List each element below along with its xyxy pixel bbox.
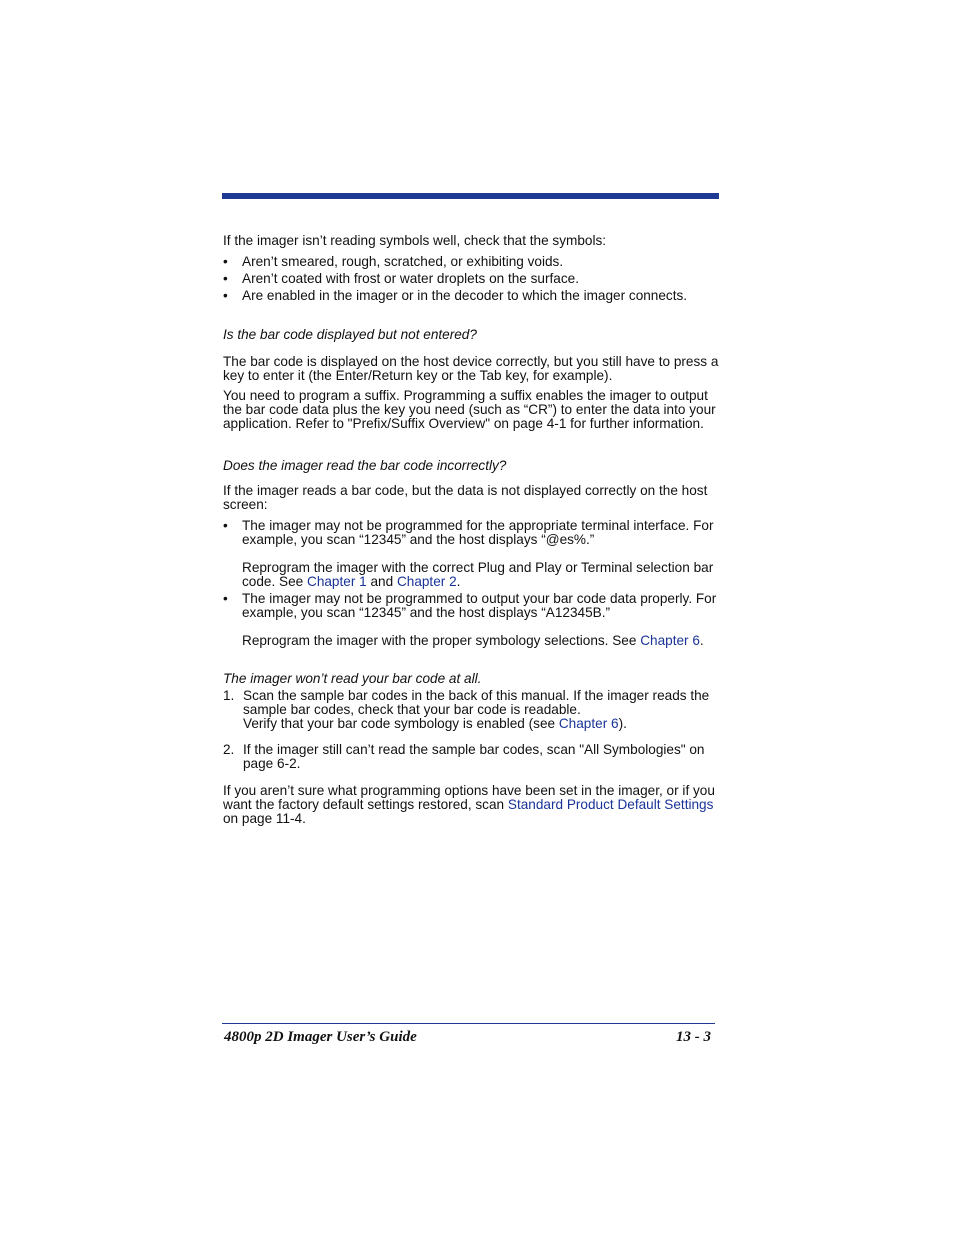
list-item: • The imager may not be programmed for the appropriate terminal interface. For example, you scan “12345” and the host displays “@es%.” Reprogram the imager with the correct Plug and Play or Terminal selection bar code. See Chapter 1 and Chapter 2. [223,519,719,589]
step-number: 2. [223,742,235,757]
default-settings-link[interactable]: Standard Product Default Settings [507,797,714,812]
troubleshoot-steps [223,689,719,771]
step-text: Verify that your bar code symbology is enabled (see [243,716,559,731]
list-item: • Are enabled in the imager or in the decoder to which the imager connects. [223,289,719,303]
footer-page-number: 13 - 3 [676,1029,711,1045]
paragraph: You need to program a suffix. Programming a suffix enables the imager to output the bar code data plus the key you need (such as “CR”) to enter the data into your application. Refer to "Prefix/Suffix Overview" on page 4-1 for further information. [223,388,716,431]
list-item: • The imager may not be programmed to output your bar code data properly. For example, you scan “12345” and the host displays “A12345B.” Reprogram the imager with the proper symbology selections. See Chapter 6. [223,592,719,648]
list-item [223,743,719,771]
step-text: If the imager still can’t read the sample bar codes, scan "All Symbologies" on page 6-2. [243,742,705,771]
closing-paragraph: If you aren’t sure what programming options have been set in the imager, or if you want the factory default settings restored, scan Standard Product Default Settings on page 11-4. [223,783,715,826]
section-heading-wont-read: The imager won’t read your bar code at all. [223,671,482,686]
incorrect-read-list [223,519,719,648]
chapter-6-link[interactable]: Chapter 6 [640,633,700,648]
bullet-text: The imager may not be programmed to output your bar code data properly. For example, you scan “12345” and the host displays “A12345B.” [242,591,717,620]
step-number: 1. [223,688,235,703]
paragraph: The bar code is displayed on the host device correctly, but you still have to press a key to enter it (the Enter/Return key or the Tab key, for example). [223,354,719,383]
bullet-text: Reprogram the imager with the proper symbology selections. See [242,633,641,648]
intro-text: If the imager isn’t reading symbols well, check that the symbols: [223,233,607,248]
list-item: 1. Scan the sample bar codes in the back of this manual. If the imager reads the sample bar codes, check that your bar code is readable. Verify that your bar code symbology is enabled (see Chapter 6). [223,688,710,731]
chapter-6-link[interactable]: Chapter 6 [558,716,619,731]
chapter-1-link[interactable]: Chapter 1 [307,574,367,589]
footer-guide-title: 4800p 2D Imager User’s Guide [224,1029,417,1045]
bullet-text: Reprogram the imager with the correct Plug and Play or Terminal selection bar code. See [242,560,714,589]
paragraph: If the imager reads a bar code, but the data is not displayed correctly on the host screen: [223,483,708,512]
header-rule [222,193,719,199]
page-body [223,233,719,826]
footer-rule [222,1023,715,1024]
symbol-check-list [223,255,719,303]
section-heading-not-entered: Is the bar code displayed but not entered? [223,327,477,342]
bullet-text: The imager may not be programmed for the appropriate terminal interface. For example, you scan “12345” and the host displays “@es%.” [242,518,714,547]
step-text: Scan the sample bar codes in the back of this manual. If the imager reads the sample bar codes, check that your bar code is readable. [243,688,710,717]
list-item: • Aren’t smeared, rough, scratched, or exhibiting voids. [223,255,719,269]
section-heading-read-incorrectly: Does the imager read the bar code incorrectly? [223,458,507,473]
chapter-2-link[interactable]: Chapter 2 [396,574,457,589]
list-item: • Aren’t coated with frost or water droplets on the surface. [223,272,719,286]
